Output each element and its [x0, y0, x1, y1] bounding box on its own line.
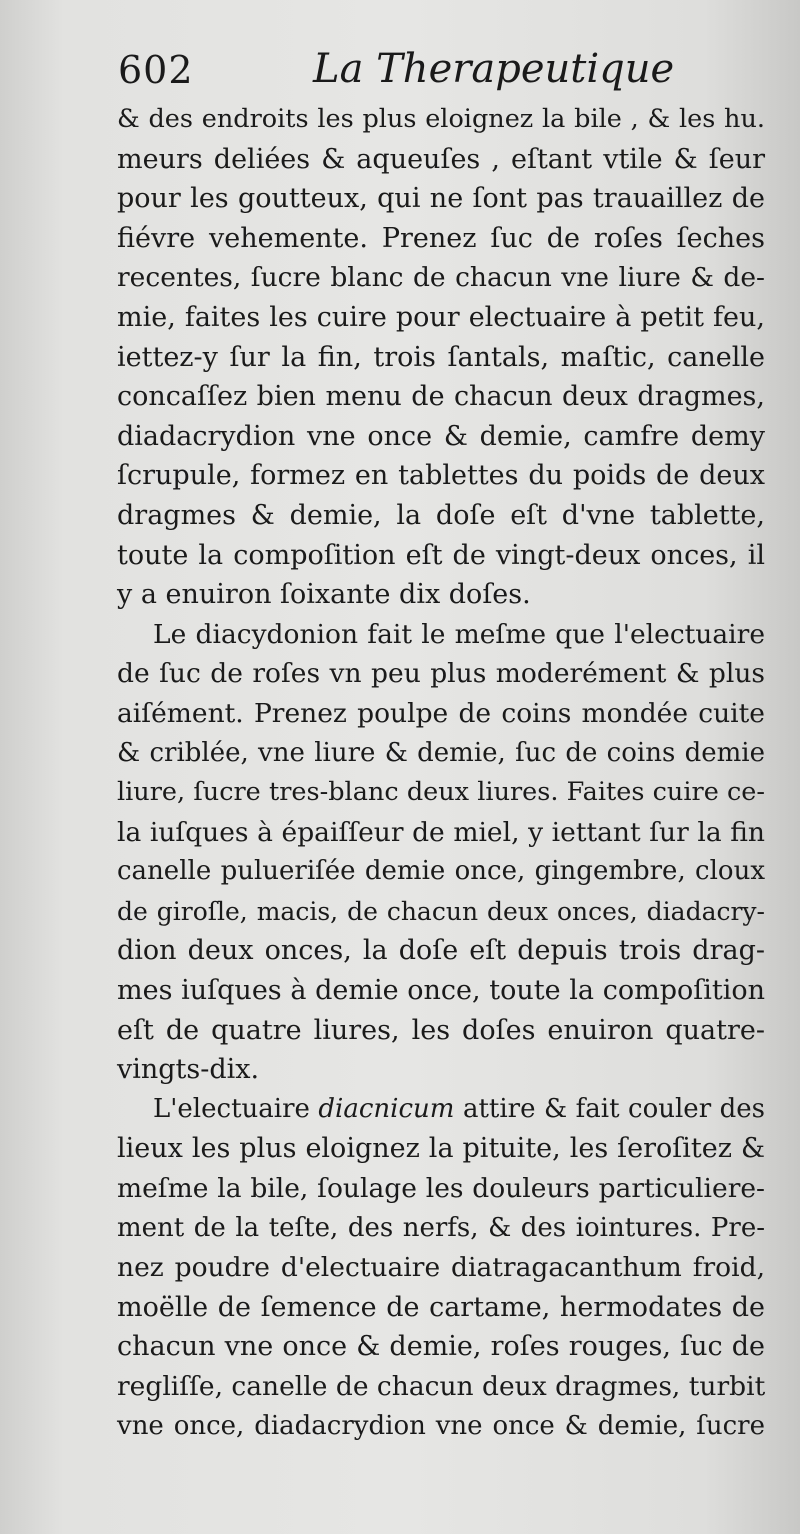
page-number: 602 — [118, 48, 194, 92]
text-line: concaſſez bien menu de chacun deux dragmes, — [117, 381, 765, 413]
text-line: liure, ſucre tres-blanc deux liures. Faites cuire ce- — [117, 777, 765, 808]
text-line: de giroſle, macis, de chacun deux onces, diadacry- — [117, 896, 765, 926]
text-line: fiévre vehemente. Prenez ſuc de roſes ſeches — [117, 222, 765, 254]
paragraph-3 — [117, 1090, 765, 1446]
text-line: vne once, diadacrydion vne once & demie, ſucre — [117, 1410, 765, 1441]
text-line: canelle pulueriſée demie once, gingembre, cloux — [117, 856, 765, 887]
running-title: La Therapeutique — [313, 46, 675, 92]
text-line: aiſément. Prenez poulpe de coins mondée cuite — [117, 697, 765, 729]
text-line: diadacrydion vne once & demie, camfre demy — [117, 420, 765, 452]
text-line: dragmes & demie, la doſe eſt d'vne tablette, — [117, 499, 765, 531]
page-header — [118, 40, 758, 100]
text-line: nez poudre d'electuaire diatragacanthum froid, — [117, 1252, 765, 1284]
text-line: eſt de quatre liures, les doſes enuiron quatre- — [117, 1014, 765, 1046]
italic-term: diacnicum — [318, 1093, 455, 1124]
text-line-with-italic: L'electuaire diacnicum attire & fait couler des — [153, 1093, 765, 1124]
text-line: mie, faites les cuire pour electuaire à petit feu, — [117, 301, 765, 333]
text-line: ment de la teſte, des nerfs, & des iointures. Pre- — [117, 1212, 765, 1243]
text-line: meurs deliées & aqueuſes , eſtant vtile & ſeur — [117, 143, 765, 175]
text-line: regliſſe, canelle de chacun deux dragmes, turbit — [117, 1371, 766, 1402]
text-line: & des endroits les plus eloignez la bile , & les hu. — [117, 104, 765, 134]
text-line: chacun vne once & demie, roſes rouges, ſuc de — [117, 1331, 765, 1363]
text-line: & criblée, vne liure & demie, ſuc de coins demie — [117, 737, 765, 768]
text-line: de ſuc de roſes vn peu plus moderément & plus — [117, 658, 765, 690]
text-line: iettez-y ſur la fin, trois ſantals, maſtic, canelle — [117, 341, 765, 373]
text-line: meſme la bile, ſoulage les douleurs particuliere- — [117, 1173, 765, 1205]
text-line: vingts-dix. — [117, 1054, 260, 1086]
text-line: Le diacydonion fait le meſme que l'electuaire — [153, 618, 765, 650]
paragraph-1 — [117, 100, 765, 615]
text-line: dion deux onces, la doſe eſt depuis trois drag- — [117, 935, 765, 967]
body-text — [117, 100, 765, 1446]
text-line: recentes, ſucre blanc de chacun vne liure & de- — [117, 262, 765, 294]
paragraph-2 — [117, 615, 765, 1090]
text-line: toute la compoſition eſt de vingt-deux onces, il — [117, 539, 765, 571]
text-line: mes iuſques à demie once, toute la compoſition — [117, 975, 765, 1007]
text-line: moëlle de ſemence de cartame, hermodates de — [117, 1291, 765, 1323]
text-line: pour les goutteux, qui ne ſont pas trauaillez de — [117, 183, 765, 215]
text-line: lieux les plus eloignez la pituite, les ſeroſitez & — [117, 1133, 765, 1165]
text-line: la iuſques à épaiſſeur de miel, y iettant ſur la fin — [117, 816, 765, 848]
text-line: ſcrupule, formez en tablettes du poids de deux — [117, 460, 765, 492]
text-line: y a enuiron ſoixante dix doſes. — [117, 579, 531, 611]
